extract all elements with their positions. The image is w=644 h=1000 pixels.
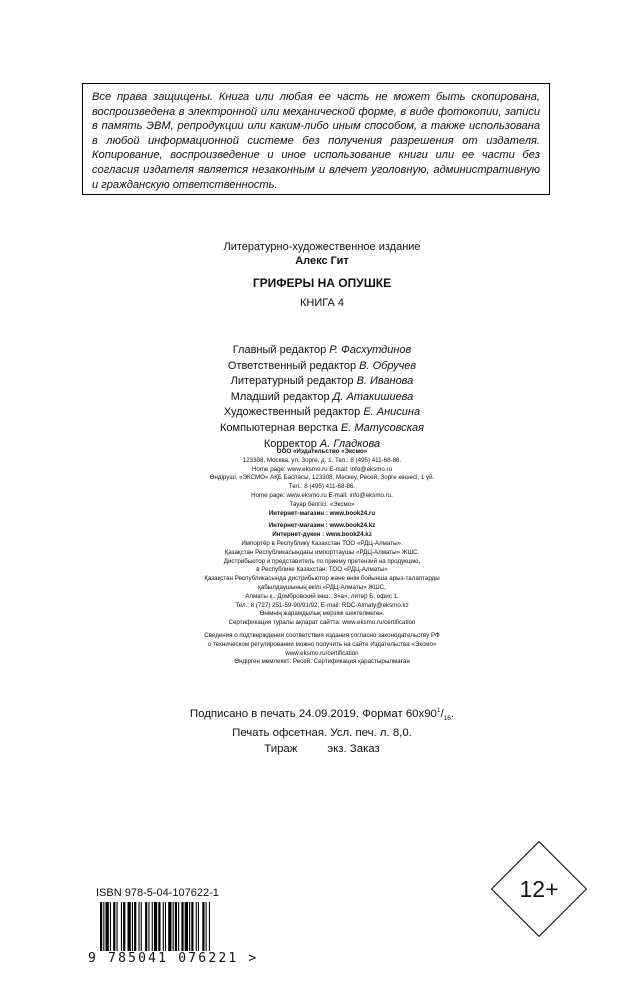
publisher-line: қабылдаушының өкілі «РДЦ-Алматы» ЖШС, [258,583,386,591]
barcode-bar [191,902,193,952]
barcode-bar [117,902,118,952]
barcode-bar [189,902,190,952]
publisher-line: Тауар белгісі: «Эксмо» [289,500,355,508]
publisher-line: Алматы қ., Домбровский көш., 3«а», литер Б, офис 1. [245,592,399,600]
print-signed-line: Подписано в печать 24.09.2019. Формат $60x90^1/_{16}$. [189,707,455,723]
staff-line [0,374,644,390]
barcode-bar [113,902,115,952]
barcode-bar [110,902,111,952]
staff-name: Д. Атакишиева [332,390,414,403]
book-title: ГРИФЕРЫ НА ОПУШКЕ [252,276,392,290]
barcode-bar [121,902,122,952]
publisher-line: в Республике Казахстан: ТОО «РДЦ-Алматы» [256,566,388,574]
printing-info [0,703,644,757]
publisher-line: Интернет-магазин : www.book24.kz [268,522,376,530]
staff-line [0,343,644,359]
publisher-line: Интернет-магазин : www.book24.ru [268,509,376,517]
barcode-bar [158,902,160,952]
barcode-bar [103,902,104,952]
publisher-line: Сведения о подтверждении соответствия издания согласно законодательству РФ [204,631,440,639]
staff-name: Е. Анисина [363,406,421,419]
publisher-line: Өнімнің жарамдылық мерзімі шектелмеген. [259,610,385,618]
publisher-line: Интернет-дүкен : www.book24.kz [272,531,372,539]
staff-line [0,390,644,406]
barcode-bar [145,902,147,952]
publisher-line: Қазақстан Республикасында дистрибьютор және өнім бойынша арыз-талаптарды [204,575,440,583]
author-name: Алекс Гит [295,255,349,267]
staff-name: А. Гладкова [319,437,381,450]
barcode-bar [152,902,153,952]
barcode-bar [175,902,177,952]
publisher-line: Өндірген мемлекет: Ресей. Сертификация қарастырылмаған [234,658,410,666]
barcode-bar [196,902,197,952]
staff-role: Литературный редактор [230,375,357,388]
book-number: КНИГА 4 [300,297,344,309]
barcode-bar [123,902,125,952]
staff-line [0,405,644,421]
staff-name: Е. Матусовская [340,421,424,434]
staff-role: Младший редактор [230,390,333,403]
barcode-bar [202,902,204,952]
barcode-bar [139,902,140,952]
edition-type: Литературно-художественное издание [223,241,421,253]
publisher-name: ООО «Издательство «Эксмо» [276,448,368,455]
barcode-bar [168,902,171,952]
publisher-info [0,448,644,667]
copyright-notice: Все права защищены. Книга или любая ее часть не может быть скопирована, воспроизведена в электронной или механической форме, в виде фотокопии, записи в память ЭВМ, репродукции или каким-либо иным способом, а также использована в любой информационной системе без получения разрешения от издателя. Копирование, воспроизведение и иное использование книги или ее части без согласия издателя является незаконным и влечет уголовную, административную и гражданскую ответственность. [92,91,540,191]
staff-role: Главный редактор [232,344,330,356]
barcode-bar [132,902,133,952]
barcode-bar [198,902,199,952]
copyright-notice-box [82,83,550,195]
publisher-line: о техническом регулировании можно получить на сайте Издательства «Эксмо» [207,640,437,648]
publisher-line: Қазақстан Республикасындағы импорттаушы «РДЦ-Алматы» ЖШС. [224,548,420,556]
barcode-bar [181,902,183,952]
staff-line [0,359,644,375]
staff-role: Компьютерная верстка [220,421,341,434]
staff-role: Корректор [263,437,320,450]
publisher-line: Тел.: 8 (727) 251-59-90/91/92; E-mail: RDC-Almaty@eksmo.kz [235,601,409,609]
publisher-line: 123308, Москва, ул. Зорге, д. 1. Тел.: 8 (495) 411-68-86. [242,456,402,464]
staff-role: Художественный редактор [223,406,364,419]
barcode-bar [165,902,166,952]
print-method-line: Печать офсетная. Усл. печ. л. 8,0. [232,727,412,740]
publisher-line: Өндіруші: «ЭКСМО» АҚБ Баспасы, 123308, Мәскеу, Ресей, Зорге көшесі, 1 үй. [209,474,435,482]
barcode-bar [206,902,207,952]
barcode-bar [100,902,102,952]
barcode-bar [209,902,210,952]
barcode-bar [185,902,188,952]
publisher-line: Тел.: 8 (495) 411-68-86. [288,483,356,491]
barcode-bar [163,902,164,952]
publisher-line: Home page: www.eksmo.ru E-mail: info@eksmo.ru. [251,491,393,499]
staff-name: В. Иванова [356,375,414,388]
barcode-bar [154,902,157,952]
barcode-bar [128,902,131,952]
barcode-bar [141,902,142,952]
publisher-line: Дистрибьютор и представитель по приему претензий на продукцию, [223,557,421,565]
barcode-bar [106,902,109,952]
staff-role: Ответственный редактор [227,359,360,372]
staff-name: Р. Фасхутдинов [329,344,412,356]
barcode-bar [148,902,149,952]
barcode-bar [178,902,179,952]
staff-name: В. Обручев [359,359,417,372]
publisher-line: Сертификация туралы ақпарат сайтта: www.eksmo.ru/certification [228,619,416,627]
publisher-line: www.eksmo.ru/certification [285,649,359,657]
barcode-digits: 9 785041 076221 > [88,951,259,966]
publisher-line: Импортёр в Республику Казахстан ТОО «РДЦ-Алматы». [241,539,403,547]
age-rating-label: 12+ [519,875,559,902]
print-run-line: Тираж экз. Заказ [264,742,380,755]
barcode-bar [173,902,174,952]
editorial-staff [0,343,644,452]
isbn-number: ISBN 978-5-04-107622-1 [96,887,219,899]
publisher-line: Home page: www.eksmo.ru E-mail: info@eksmo.ru [251,465,393,473]
staff-line [0,421,644,437]
barcode-bar [134,902,136,952]
